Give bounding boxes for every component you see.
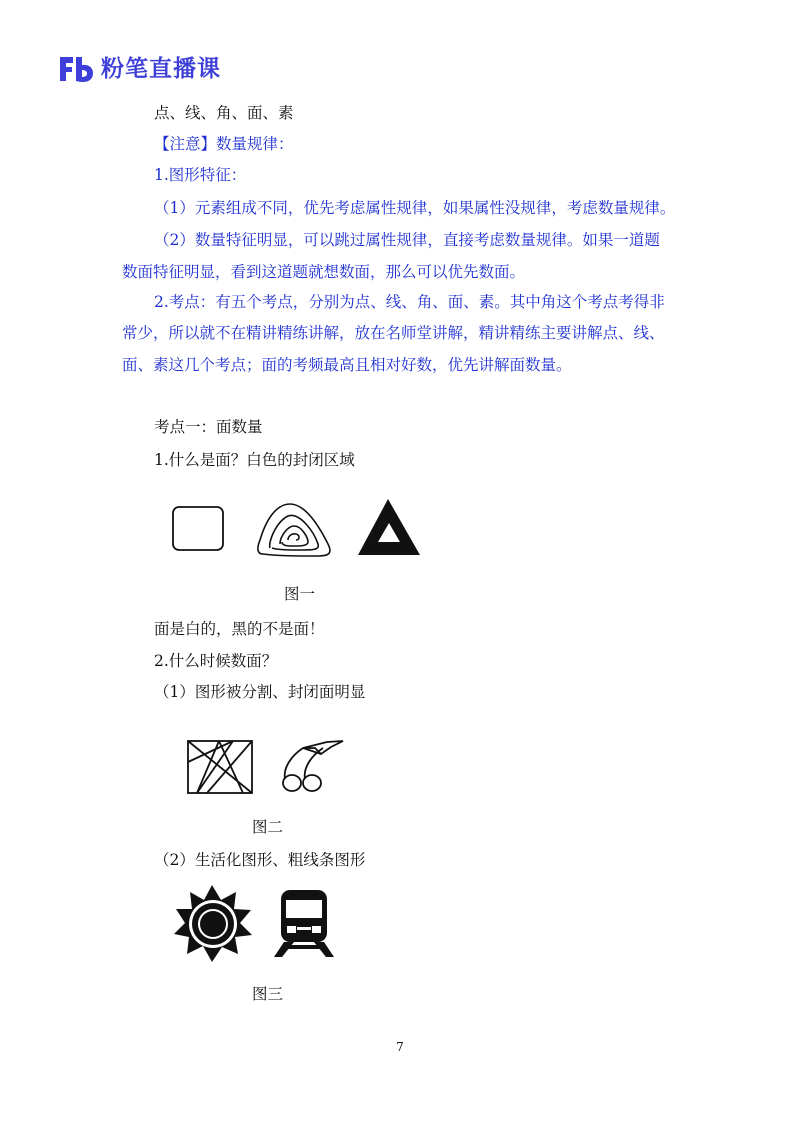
note-heading: 【注意】数量规律： xyxy=(154,135,294,153)
fb-logo-icon xyxy=(58,55,94,83)
section-title: 考点一：面数量 xyxy=(154,418,263,436)
music-notes-shape xyxy=(283,741,343,791)
brand-name: 粉笔直播课 xyxy=(101,56,221,82)
text-line: 点、线、角、面、素 xyxy=(154,104,294,122)
text-line: 1.什么是面？白色的封闭区域 xyxy=(154,451,355,469)
note-line: 常少，所以就不在精讲精练讲解，放在名师堂讲解，精讲精练主要讲解点、线、 xyxy=(122,324,665,342)
rounded-square-shape xyxy=(173,507,223,550)
brand-logo xyxy=(58,54,221,84)
note-line: 2.考点：有五个考点，分别为点、线、角、面、素。其中角这个考点考得非 xyxy=(154,293,665,311)
divided-square-shape xyxy=(188,741,252,793)
note-line: 1.图形特征： xyxy=(154,166,247,184)
text-line: 2.什么时候数面？ xyxy=(154,652,278,670)
figure-two xyxy=(185,738,355,796)
page-number: 7 xyxy=(396,1040,404,1054)
note-line: 数面特征明显，看到这道题就想数面，那么可以优先数面。 xyxy=(122,263,526,281)
note-line: 面、素这几个考点；面的考频最高且相对好数，优先讲解面数量。 xyxy=(122,356,572,374)
text-line: （2）生活化图形、粗线条图形 xyxy=(154,851,366,869)
figure-caption: 图一 xyxy=(284,585,316,603)
black-triangle-shape xyxy=(358,499,420,555)
text-line: （1）图形被分割、封闭面明显 xyxy=(154,683,366,701)
figure-caption: 图三 xyxy=(252,985,284,1003)
figure-one xyxy=(168,498,424,562)
text-line: 面是白的，黑的不是面！ xyxy=(154,620,325,638)
figure-caption: 图二 xyxy=(252,818,284,836)
sun-icon xyxy=(174,885,252,962)
figure-three xyxy=(174,885,342,965)
note-line: （1）元素组成不同，优先考虑属性规律，如果属性没规律，考虑数量规律。 xyxy=(154,199,676,217)
train-icon xyxy=(274,890,334,957)
note-line: （2）数量特征明显，可以跳过属性规律，直接考虑数量规律。如果一道题 xyxy=(154,231,660,249)
spiral-shape xyxy=(258,504,330,556)
